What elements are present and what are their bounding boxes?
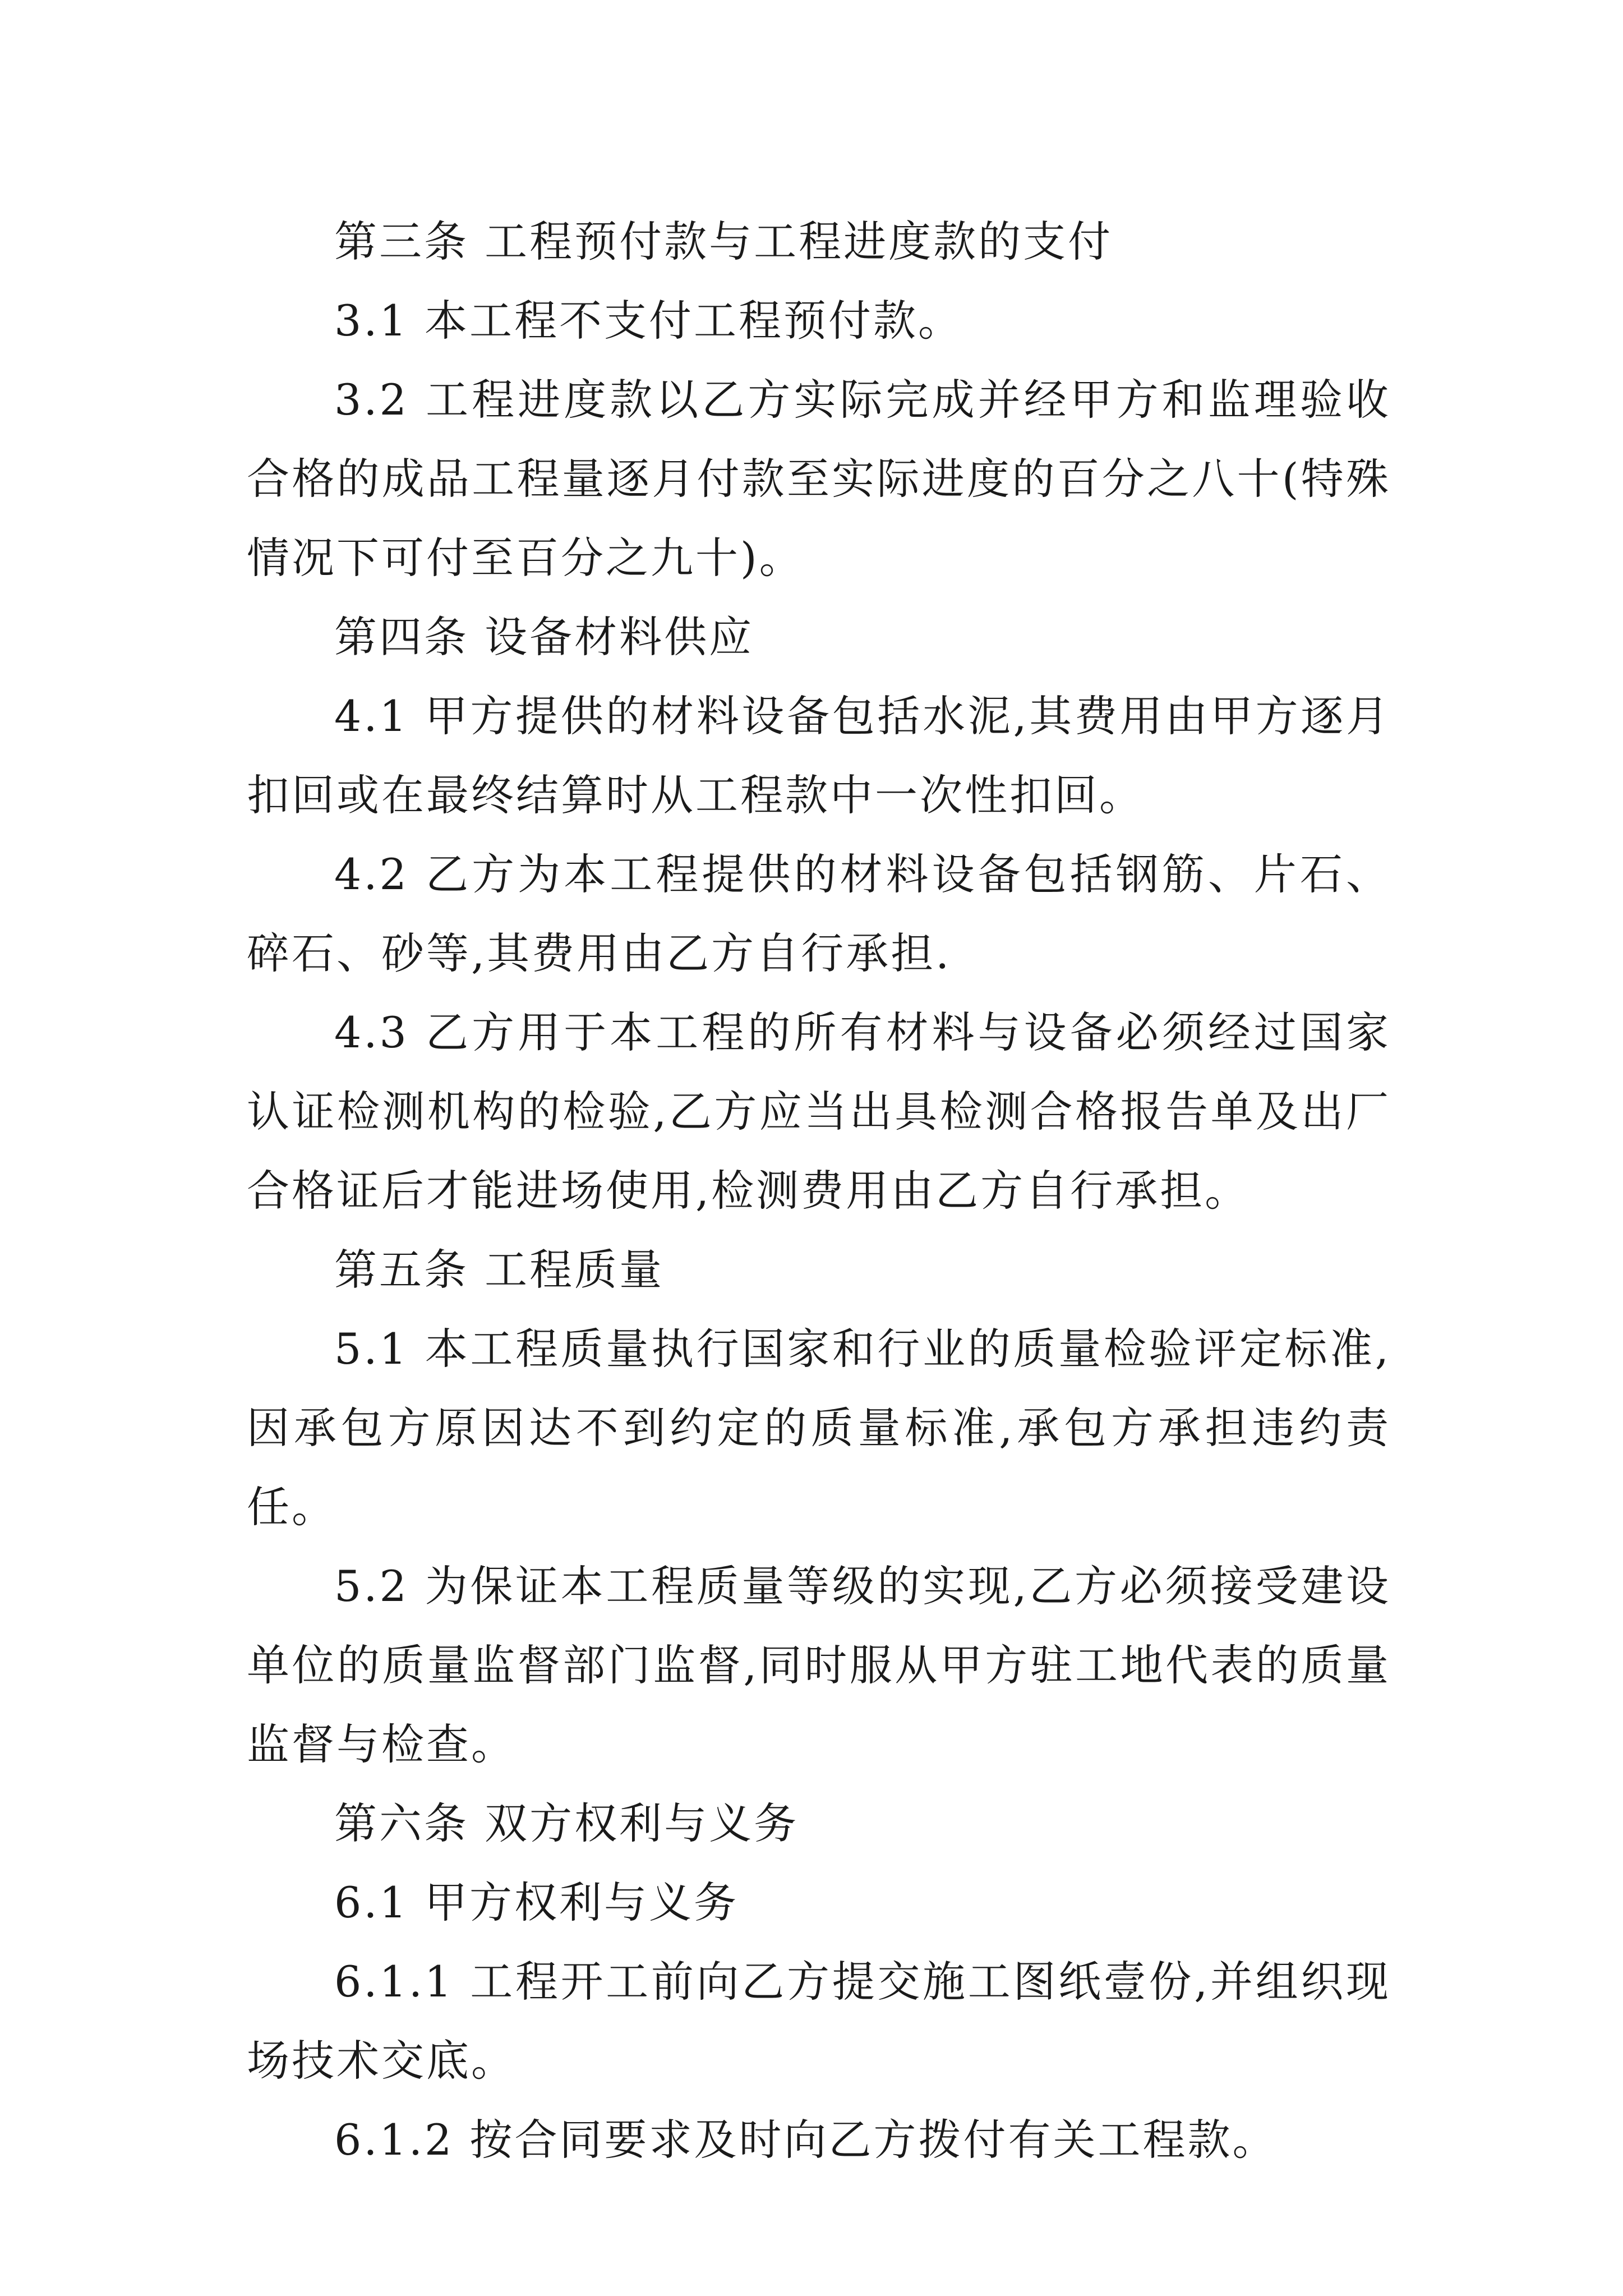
clause-6-1-2: 6.1.2 按合同要求及时向乙方拨付有关工程款。 [334, 2115, 1278, 2165]
clause-6-1: 6.1 甲方权利与义务 [334, 1878, 739, 1927]
clause-5-2: 5.2 为保证本工程质量等级的实现,乙方必须接受建设单位的质量监督部门监督,同时服从甲方驻工地代表的质量监督与检查。 [247, 1561, 1391, 1769]
clause-5-1: 5.1 本工程质量执行国家和行业的质量检验评定标准,因承包方原因达不到约定的质量标准,承包方承担违约责任。 [247, 1324, 1391, 1532]
clause-4-1: 4.1 甲方提供的材料设备包括水泥,其费用由甲方逐月扣回或在最终结算时从工程款中一次性扣回。 [247, 691, 1391, 820]
clause-3-1: 3.1 本工程不支付工程预付款。 [334, 296, 963, 346]
clause-3-2: 3.2 工程进度款以乙方实际完成并经甲方和监理验收合格的成品工程量逐月付款至实际进度的百分之八十(特殊情况下可付至百分之九十)。 [247, 375, 1391, 583]
heading-article-5: 第五条 工程质量 [334, 1245, 665, 1295]
heading-article-6: 第六条 双方权利与义务 [334, 1798, 799, 1848]
document-body [247, 202, 1391, 2179]
clause-6-1-1: 6.1.1 工程开工前向乙方提交施工图纸壹份,并组织现场技术交底。 [247, 1957, 1391, 2086]
heading-article-3: 第三条 工程预付款与工程进度款的支付 [334, 217, 1113, 266]
clause-4-2: 4.2 乙方为本工程提供的材料设备包括钢筋、片石、碎石、砂等,其费用由乙方自行承担. [247, 849, 1391, 978]
heading-article-4: 第四条 设备材料供应 [334, 612, 754, 662]
clause-4-3: 4.3 乙方用于本工程的所有材料与设备必须经过国家认证检测机构的检验,乙方应当出具检测合格报告单及出厂合格证后才能进场使用,检测费用由乙方自行承担。 [247, 1007, 1391, 1216]
